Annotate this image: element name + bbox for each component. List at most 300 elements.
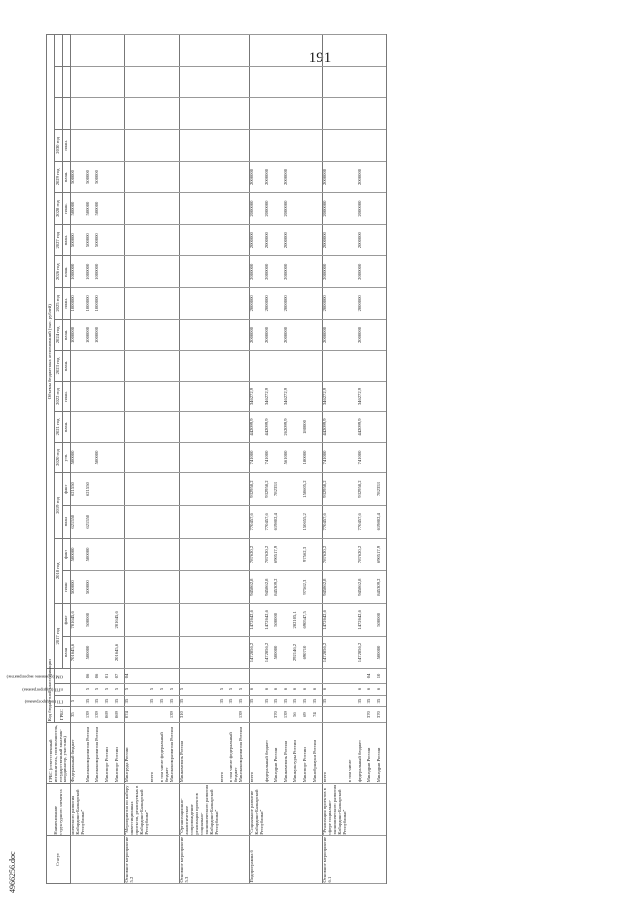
cell-amount (239, 256, 249, 288)
cell-kbk-pgp: 6 (284, 683, 294, 695)
cell-amount: 97562,3 (303, 538, 313, 571)
cell-kbk-gp: 35 (265, 695, 275, 707)
cell-amount (220, 505, 230, 538)
cell-amount (160, 319, 170, 351)
header-year-2025: 2025 год (55, 288, 63, 320)
cell-amount (125, 161, 150, 193)
cell-kbk-grbs: 139 (86, 707, 96, 722)
table-row (125, 35, 150, 884)
cell-amount (229, 319, 239, 351)
cell-amount (348, 35, 358, 67)
cell-amount: 282105,1 (293, 604, 303, 637)
cell-kbk-gp: 35 (220, 695, 230, 707)
cell-element-name (348, 783, 358, 835)
cell-amount (71, 381, 86, 412)
cell-amount: 2000000 (284, 161, 294, 193)
cell-amount (229, 412, 239, 443)
cell-amount: 945862,8 (358, 571, 368, 604)
cell-amount (105, 193, 115, 225)
cell-amount (377, 161, 387, 193)
cell-amount (367, 442, 377, 473)
cell-kbk-om: 06 (86, 669, 96, 683)
cell-amount (160, 351, 170, 382)
cell-grbs: Минкомсвязь России (180, 722, 220, 783)
cell-kbk-pgp: 6 (249, 683, 264, 695)
cell-kbk-pgp: 5 (160, 683, 170, 695)
header-plan: план. (63, 412, 71, 443)
cell-amount (284, 130, 294, 162)
cell-kbk-om: 01 (105, 669, 115, 683)
cell-amount (284, 473, 294, 506)
cell-amount (105, 505, 115, 538)
cell-amount: 500000 (86, 636, 96, 669)
cell-amount (274, 35, 284, 67)
cell-amount: 2000000 (323, 224, 348, 256)
cell-grbs: в том числе федеральный бюджет (160, 722, 170, 783)
cell-kbk-gp: 5 (71, 695, 86, 707)
cell-grbs: Минздрав России (377, 722, 387, 783)
cell-amount (180, 288, 220, 320)
cell-amount: 2000000 (358, 161, 368, 193)
cell-amount (86, 412, 96, 443)
cell-amount: 741000 (323, 442, 348, 473)
cell-amount (125, 256, 150, 288)
cell-amount (367, 130, 377, 162)
cell-kbk-pgp: 6 (265, 683, 275, 695)
cell-amount (105, 161, 115, 193)
cell-amount (170, 538, 180, 571)
cell-amount: 2000000 (249, 224, 264, 256)
header-spacer (63, 35, 71, 67)
cell-amount (170, 351, 180, 382)
cell-amount (220, 412, 230, 443)
cell-amount: 500000 (377, 604, 387, 637)
cell-amount: 741000 (265, 442, 275, 473)
cell-amount (95, 505, 105, 538)
cell-amount (115, 538, 125, 571)
cell-status (71, 836, 86, 884)
cell-amount (115, 98, 125, 130)
cell-amount (220, 442, 230, 473)
cell-kbk-pgp: 6 (313, 683, 323, 695)
cell-amount: 500000 (86, 538, 96, 571)
cell-amount (150, 604, 160, 637)
cell-grbs: в том числе (348, 722, 358, 783)
cell-amount: 346272,9 (249, 381, 264, 412)
cell-amount (125, 571, 150, 604)
cell-amount (95, 98, 105, 130)
header-kbk-pgp: пГП (подпрограмма) (55, 683, 71, 695)
cell-amount (313, 66, 323, 98)
cell-amount (284, 538, 294, 571)
cell-amount (239, 35, 249, 67)
cell-amount: 2000000 (358, 288, 368, 320)
cell-amount (284, 98, 294, 130)
cell-amount: 1472642,6 (323, 604, 348, 637)
cell-amount (115, 473, 125, 506)
cell-amount (125, 412, 150, 443)
cell-kbk-om: 06 (95, 669, 105, 683)
cell-amount (115, 412, 125, 443)
cell-amount (367, 66, 377, 98)
header-plan: план. (63, 224, 71, 256)
cell-kbk-grbs: 069 (115, 707, 125, 722)
cell-element-name (150, 783, 160, 835)
cell-amount (160, 224, 170, 256)
cell-amount: 2000000 (323, 161, 348, 193)
cell-amount (313, 256, 323, 288)
cell-kbk-grbs (220, 707, 230, 722)
table-row (323, 35, 348, 884)
cell-amount (229, 636, 239, 669)
cell-amount (229, 381, 239, 412)
cell-amount (293, 224, 303, 256)
cell-amount: 500000 (95, 161, 105, 193)
cell-amount (377, 351, 387, 382)
cell-kbk-grbs: 35 (71, 707, 86, 722)
cell-amount: 770457,6 (323, 505, 348, 538)
cell-amount: 1000000 (86, 256, 96, 288)
cell-amount: 346272,9 (323, 381, 348, 412)
cell-amount (115, 224, 125, 256)
cell-amount (115, 505, 125, 538)
cell-kbk-pgp: 5 (170, 683, 180, 695)
cell-amount: 500000 (86, 224, 96, 256)
cell-amount (115, 442, 125, 473)
cell-kbk-gp: 35 (170, 695, 180, 707)
cell-amount (293, 256, 303, 288)
cell-amount (229, 256, 239, 288)
cell-amount (303, 35, 313, 67)
cell-amount (150, 161, 160, 193)
cell-kbk-gp: 35 (180, 695, 220, 707)
cell-amount: 2000000 (358, 224, 368, 256)
cell-amount: 1472642,6 (358, 604, 368, 637)
cell-status: Подпрограмма 6 (249, 836, 264, 884)
cell-amount (180, 636, 220, 669)
cell-amount (284, 351, 294, 382)
cell-kbk-om (313, 669, 323, 683)
cell-amount: 2000000 (249, 288, 264, 320)
header-year-2020: 2020 год (55, 442, 63, 473)
cell-amount (239, 193, 249, 225)
cell-amount (265, 351, 275, 382)
cell-element-name (220, 783, 230, 835)
cell-amount (170, 161, 180, 193)
cell-amount (95, 35, 105, 67)
cell-amount (150, 288, 160, 320)
cell-kbk-pgp: 6 (323, 683, 348, 695)
cell-amount (284, 505, 294, 538)
cell-amount (115, 66, 125, 98)
cell-amount (313, 98, 323, 130)
table-row (170, 35, 180, 884)
cell-amount (160, 604, 170, 637)
cell-amount (239, 288, 249, 320)
cell-amount (86, 381, 96, 412)
cell-amount (229, 505, 239, 538)
cell-kbk-gp: 35 (377, 695, 387, 707)
cell-amount (150, 505, 160, 538)
cell-element-name (239, 783, 249, 835)
cell-amount (239, 636, 249, 669)
cell-amount (229, 130, 239, 162)
cell-amount (150, 66, 160, 98)
cell-amount (377, 193, 387, 225)
cell-amount: 1000000 (95, 256, 105, 288)
header-grbs: ГРБС (ответственный исполнитель, соисполнитель, государственный заказчик-координатор, участник) (47, 722, 71, 783)
cell-kbk-gp: 35 (229, 695, 239, 707)
cell-kbk-gp: 35 (367, 695, 377, 707)
cell-amount: 770457,6 (265, 505, 275, 538)
cell-amount (303, 256, 313, 288)
cell-amount (313, 288, 323, 320)
cell-amount (249, 66, 264, 98)
cell-amount (71, 35, 86, 67)
cell-amount (358, 35, 368, 67)
cell-amount (358, 130, 368, 162)
cell-amount (95, 381, 105, 412)
cell-amount: 2000000 (265, 224, 275, 256)
cell-amount: 180000 (303, 442, 313, 473)
cell-amount (303, 319, 313, 351)
cell-grbs: Минспорт России (115, 722, 125, 783)
cell-amount (170, 193, 180, 225)
cell-amount (358, 98, 368, 130)
table-row (71, 35, 86, 884)
cell-amount (180, 381, 220, 412)
cell-amount (303, 224, 313, 256)
cell-amount (115, 351, 125, 382)
cell-amount: 1000000 (86, 319, 96, 351)
header-status: Статус (47, 836, 71, 884)
cell-amount: 346272,9 (358, 381, 368, 412)
cell-amount (150, 538, 160, 571)
cell-amount (274, 66, 284, 98)
cell-amount (160, 636, 170, 669)
cell-kbk-om: 07 (115, 669, 125, 683)
cell-amount (105, 130, 115, 162)
cell-amount (115, 130, 125, 162)
cell-grbs: всего (220, 722, 230, 783)
cell-status (284, 836, 294, 884)
cell-amount (160, 442, 170, 473)
header-year-2030: 2030 год (55, 130, 63, 162)
cell-amount (220, 319, 230, 351)
cell-amount (150, 256, 160, 288)
cell-amount: 690547,5 (303, 604, 313, 637)
cell-amount (377, 442, 387, 473)
cell-status (229, 836, 239, 884)
cell-amount (150, 98, 160, 130)
cell-grbs: Минкультуры России (293, 722, 303, 783)
cell-kbk-pgp: 5 (220, 683, 230, 695)
cell-grbs: всего (249, 722, 264, 783)
cell-amount (180, 98, 220, 130)
cell-amount (71, 351, 86, 382)
cell-amount (180, 505, 220, 538)
cell-kbk-om: 04 (367, 669, 377, 683)
cell-kbk-om (170, 669, 180, 683)
cell-amount (150, 319, 160, 351)
cell-amount: 442099,9 (358, 412, 368, 443)
cell-amount (220, 381, 230, 412)
cell-amount (303, 381, 313, 412)
cell-amount (86, 98, 96, 130)
cell-amount: 1000000 (71, 256, 86, 288)
cell-amount (105, 571, 115, 604)
cell-amount (274, 98, 284, 130)
cell-amount (180, 161, 220, 193)
cell-amount (239, 224, 249, 256)
header-fact: факт (63, 473, 71, 506)
cell-amount (160, 571, 170, 604)
cell-amount (229, 351, 239, 382)
cell-amount: 741000 (249, 442, 264, 473)
cell-kbk-grbs: 139 (284, 707, 294, 722)
cell-amount (150, 193, 160, 225)
cell-amount (313, 130, 323, 162)
cell-amount (170, 319, 180, 351)
cell-amount (293, 66, 303, 98)
cell-kbk-pgp: 5 (229, 683, 239, 695)
cell-amount: 500000 (71, 224, 86, 256)
cell-amount (293, 98, 303, 130)
cell-amount (229, 66, 239, 98)
cell-amount (293, 319, 303, 351)
cell-amount (284, 35, 294, 67)
cell-kbk-gp: 35 (358, 695, 368, 707)
cell-amount (115, 193, 125, 225)
cell-amount (160, 130, 170, 162)
cell-status (220, 836, 230, 884)
cell-amount (303, 193, 313, 225)
cell-element-name: мического развития Кабардино-Балкарской Республики" (71, 783, 86, 835)
cell-amount (323, 35, 348, 67)
cell-amount (180, 130, 220, 162)
cell-amount: 621550 (86, 505, 96, 538)
cell-amount (303, 130, 313, 162)
cell-amount (95, 636, 105, 669)
header-element-name: Наименование структурного элемента (47, 783, 71, 835)
cell-amount (229, 161, 239, 193)
cell-amount: 932958,2 (265, 473, 275, 506)
cell-kbk-om (229, 669, 239, 683)
cell-amount (323, 66, 348, 98)
cell-amount (170, 66, 180, 98)
cell-amount: 2000000 (284, 256, 294, 288)
header-spacer (55, 35, 63, 67)
cell-amount (170, 381, 180, 412)
cell-amount (220, 538, 230, 571)
cell-amount (125, 130, 150, 162)
cell-amount: 690517,9 (377, 538, 387, 571)
cell-amount (303, 288, 313, 320)
header-budget-group: Объемы бюджетных ассигнований (тыс. рублей) (47, 35, 55, 669)
cell-amount (313, 161, 323, 193)
cell-amount (239, 442, 249, 473)
cell-amount (377, 130, 387, 162)
cell-element-name (265, 783, 275, 835)
cell-status (105, 836, 115, 884)
cell-amount (323, 98, 348, 130)
cell-grbs: Минспорт России (105, 722, 115, 783)
cell-amount (170, 473, 180, 506)
header-kbk-om: ОМ (основное мероприятие) (55, 669, 71, 683)
cell-amount: 2000000 (358, 319, 368, 351)
cell-grbs: всего (150, 722, 160, 783)
cell-amount: 845309,2 (274, 571, 284, 604)
cell-amount (229, 604, 239, 637)
cell-kbk-pgp: 6 (377, 683, 387, 695)
header-kbk-gp: ГП (подпрограмма) (55, 695, 71, 707)
cell-amount (150, 351, 160, 382)
cell-amount (239, 381, 249, 412)
cell-amount (220, 604, 230, 637)
cell-amount (125, 319, 150, 351)
cell-kbk-om (293, 669, 303, 683)
cell-amount (105, 442, 115, 473)
page-number: 191 (308, 50, 332, 66)
cell-grbs: федеральный бюджет (265, 722, 275, 783)
cell-amount (239, 473, 249, 506)
cell-grbs: Минобрнауки России (313, 722, 323, 783)
cell-status (86, 836, 96, 884)
cell-kbk-gp: 35 (95, 695, 105, 707)
cell-amount: 500000 (274, 636, 284, 669)
cell-amount: 500000 (95, 442, 105, 473)
cell-amount (220, 35, 230, 67)
cell-kbk-grbs: 139 (95, 707, 105, 722)
cell-amount (274, 130, 284, 162)
cell-amount (293, 35, 303, 67)
cell-amount (313, 224, 323, 256)
cell-kbk-pgp: 5 (95, 683, 105, 695)
table-row (313, 35, 323, 884)
cell-kbk-om (160, 669, 170, 683)
cell-kbk-pgp: 6 (367, 683, 377, 695)
cell-status (150, 836, 160, 884)
cell-amount (367, 161, 377, 193)
cell-amount: 500000 (86, 161, 96, 193)
document-id: 4966256.doc (8, 851, 17, 893)
cell-kbk-om (274, 669, 284, 683)
cell-amount: 500000 (86, 604, 96, 637)
header-year-2023: 2023 год (55, 351, 63, 382)
cell-status (160, 836, 170, 884)
cell-amount: 1472856,2 (249, 636, 264, 669)
cell-amount: 690710 (303, 636, 313, 669)
cell-amount: 787620,2 (358, 538, 368, 571)
cell-grbs: Минэкономразвития России (95, 722, 105, 783)
cell-amount (150, 636, 160, 669)
cell-amount: 2000000 (284, 319, 294, 351)
cell-amount (239, 604, 249, 637)
header-spacer (63, 98, 71, 130)
cell-kbk-pgp: 6 (303, 683, 313, 695)
cell-amount: 500000 (71, 538, 86, 571)
cell-amount (377, 319, 387, 351)
header-plan: план. (63, 319, 71, 351)
cell-amount (160, 381, 170, 412)
cell-amount (115, 288, 125, 320)
cell-amount (220, 351, 230, 382)
cell-amount: 262099,9 (284, 412, 294, 443)
cell-status: Основное мероприятие 5.3 (180, 836, 220, 884)
cell-kbk-om (180, 669, 220, 683)
header-year-2027: 2027 год (55, 224, 63, 256)
cell-kbk-pgp: 6 (293, 683, 303, 695)
